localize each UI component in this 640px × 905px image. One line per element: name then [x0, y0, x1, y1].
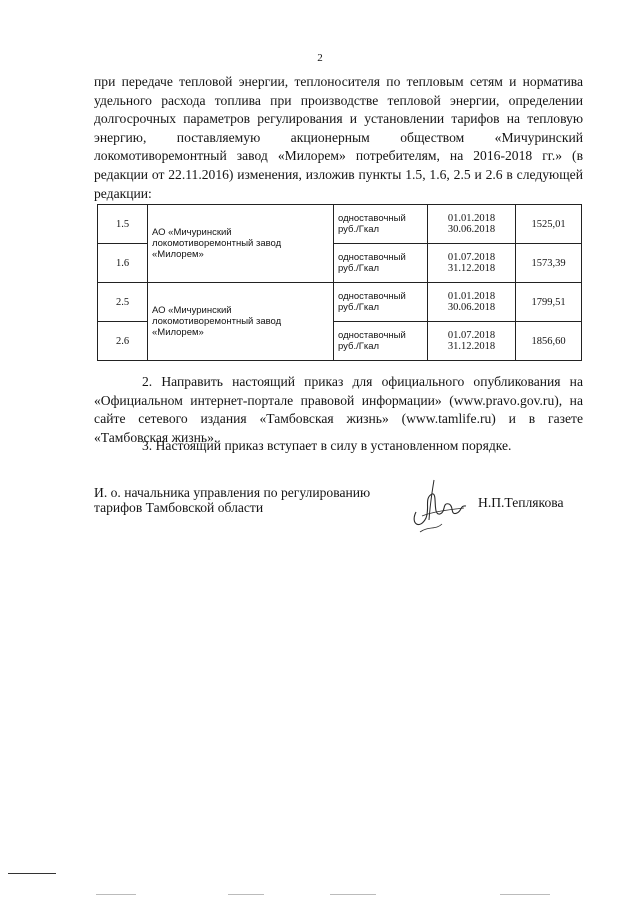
row-number: 2.6 — [98, 322, 148, 361]
tariff-type: одноставочный руб./Гкал — [334, 244, 428, 283]
date-from: 01.07.2018 — [447, 330, 496, 341]
scan-artifact — [500, 894, 550, 895]
tariff-type: одноставочный руб./Гкал — [334, 283, 428, 322]
period-cell — [428, 205, 516, 244]
page-number: 2 — [317, 52, 323, 64]
row-number: 1.6 — [98, 244, 148, 283]
date-to: 31.12.2018 — [447, 341, 496, 352]
tariff-value: 1856,60 — [516, 322, 582, 361]
signer-name: Н.П.Теплякова — [478, 495, 564, 510]
date-from: 01.07.2018 — [447, 252, 496, 263]
scan-artifact — [228, 894, 264, 895]
period-cell — [428, 283, 516, 322]
signer-title-line1: И. о. начальника управления по регулированию — [94, 485, 371, 500]
tariff-value: 1525,01 — [516, 205, 582, 244]
tariff-type: одноставочный руб./Гкал — [334, 322, 428, 361]
scan-artifact — [330, 894, 376, 895]
signer-title-line2: тарифов Тамбовской области — [94, 500, 264, 515]
date-from: 01.01.2018 — [447, 213, 496, 224]
intro-paragraph: при передаче тепловой энергии, теплоносителя по тепловым сетям и норматива удельного расхода топлива при производстве тепловой энергии, определении долгосрочных параметров регулирования и установлении тарифов на тепловую энергию, поставляемую акционерным обществом «Мичуринский локомотиворемонтный завод «Милорем» потребителям, на 2016-2018 гг.» (в редакции от 22.11.2016) изменения, изложив пункты 1.5, 1.6, 2.5 и 2.6 в следующей редакции: — [94, 74, 583, 201]
organization-cell: АО «Мичуринский локомотиворемонтный завод «Милорем» — [148, 283, 334, 361]
row-number: 2.5 — [98, 283, 148, 322]
date-to: 31.12.2018 — [447, 263, 496, 274]
paragraph-2: 2. Направить настоящий приказ для официального опубликования на «Официальном интернет-портале правовой информации» (www.pravo.gov.ru), на сайте сетевого издания «Тамбовская жизнь» (www.tamlife.ru) и в газете «Тамбовская жизнь». — [94, 374, 583, 445]
signer-title — [94, 485, 414, 515]
table-row — [98, 283, 582, 322]
tariff-value: 1573,39 — [516, 244, 582, 283]
row-number: 1.5 — [98, 205, 148, 244]
table-row — [98, 205, 582, 244]
tariff-value: 1799,51 — [516, 283, 582, 322]
date-from: 01.01.2018 — [447, 291, 496, 302]
handwritten-signature — [402, 472, 472, 542]
organization-cell: АО «Мичуринский локомотиворемонтный завод «Милорем» — [148, 205, 334, 283]
tariff-table — [97, 204, 582, 361]
date-to: 30.06.2018 — [447, 224, 496, 235]
tariff-type: одноставочный руб./Гкал — [334, 205, 428, 244]
date-to: 30.06.2018 — [447, 302, 496, 313]
footer-rule — [8, 873, 56, 874]
paragraph-3: 3. Настоящий приказ вступает в силу в установленном порядке. — [142, 438, 512, 453]
period-cell — [428, 244, 516, 283]
period-cell — [428, 322, 516, 361]
scan-artifact — [96, 894, 136, 895]
